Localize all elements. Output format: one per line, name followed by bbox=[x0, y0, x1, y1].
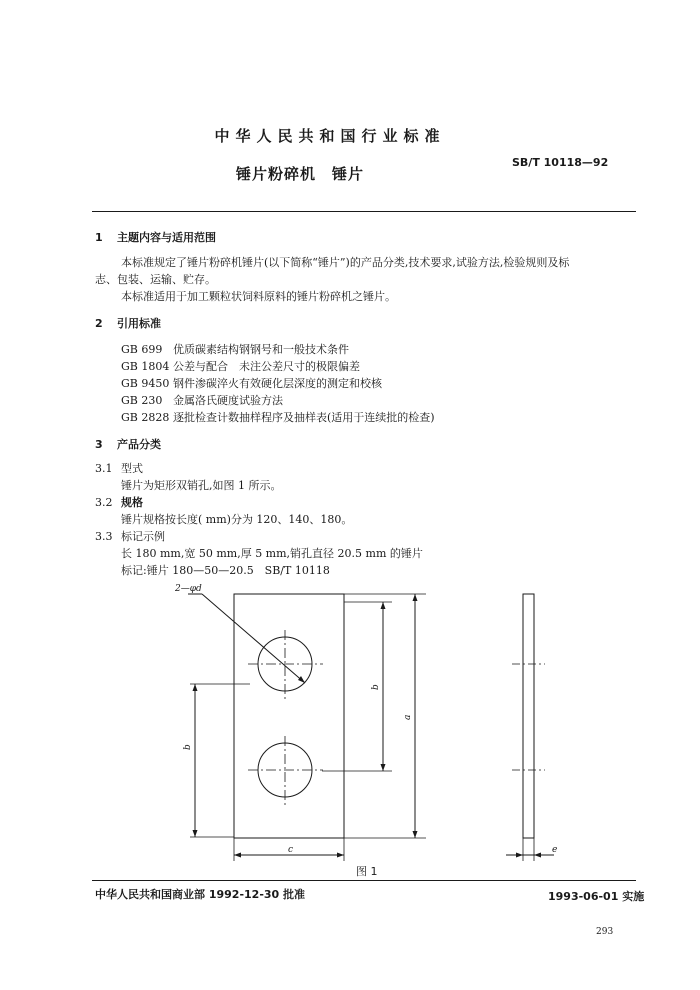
subsection-3-1-heading bbox=[95, 460, 143, 477]
section-number: 3 bbox=[95, 438, 103, 451]
reference-code: GB 699 bbox=[121, 343, 163, 356]
reference-title: 金属洛氏硬度试验方法 bbox=[173, 394, 283, 407]
section-number: 1 bbox=[95, 231, 103, 244]
subsection-number: 3.1 bbox=[95, 462, 113, 475]
reference-item bbox=[121, 392, 283, 408]
paragraph: 本标准规定了锤片粉碎机锤片(以下简称“锤片”)的产品分类,技术要求,试验方法,检验规则及标 bbox=[121, 256, 570, 269]
reference-title: 逐批检查计数抽样程序及抽样表(适用于连续批的检查) bbox=[173, 411, 435, 424]
section-3-heading bbox=[95, 436, 161, 452]
subsection-3-2-heading bbox=[95, 494, 143, 511]
leader-line bbox=[202, 594, 305, 683]
standard-code: SB/T 10118—92 bbox=[512, 156, 609, 169]
reference-title: 公差与配合 未注公差尺寸的极限偏差 bbox=[173, 360, 360, 373]
paragraph: 锤片规格按长度( mm)分为 120、140、180。 bbox=[121, 513, 353, 526]
label-hole-diameter: 2—φd bbox=[175, 584, 202, 594]
reference-code: GB 2828 bbox=[121, 411, 170, 424]
paragraph: 本标准适用于加工颗粒状饲料原料的锤片粉碎机之锤片。 bbox=[121, 290, 396, 303]
reference-item bbox=[121, 375, 382, 391]
subsection-number: 3.2 bbox=[95, 496, 113, 509]
paragraph: 志、包装、运输、贮存。 bbox=[95, 273, 216, 286]
document-title: 锤片粉碎机 锤片 bbox=[235, 165, 364, 183]
section-title: 主题内容与适用范围 bbox=[117, 231, 216, 244]
reference-item bbox=[121, 409, 435, 425]
reference-item bbox=[121, 358, 360, 374]
footer-rule bbox=[92, 880, 636, 881]
label-a: a bbox=[403, 714, 413, 720]
reference-code: GB 230 bbox=[121, 394, 163, 407]
reference-item bbox=[121, 341, 349, 357]
arrowheads bbox=[298, 676, 305, 683]
subsection-title: 型式 bbox=[121, 462, 143, 475]
plate-front-outline bbox=[234, 594, 344, 838]
section-title: 产品分类 bbox=[117, 438, 161, 451]
plate-side-outline bbox=[523, 594, 534, 838]
paragraph: 长 180 mm,宽 50 mm,厚 5 mm,销孔直径 20.5 mm 的锤片 bbox=[121, 547, 423, 560]
section-2-heading bbox=[95, 315, 161, 331]
paragraph: 锤片为矩形双销孔,如图 1 所示。 bbox=[121, 479, 282, 492]
subsection-number: 3.3 bbox=[95, 530, 113, 543]
subsection-title: 规格 bbox=[121, 496, 143, 509]
page-number: 293 bbox=[596, 927, 614, 937]
header-rule bbox=[92, 211, 636, 212]
label-b-left: b bbox=[183, 744, 193, 750]
paragraph: 标记:锤片 180—50—20.5 SB/T 10118 bbox=[121, 564, 330, 577]
reference-title: 优质碳素结构钢钢号和一般技术条件 bbox=[173, 343, 349, 356]
figure-caption: 图 1 bbox=[356, 865, 378, 878]
reference-code: GB 9450 bbox=[121, 377, 170, 390]
label-e: e bbox=[552, 845, 558, 855]
section-title: 引用标准 bbox=[117, 317, 161, 330]
effective-date: 1993-06-01 实施 bbox=[548, 890, 645, 903]
subsection-title: 标记示例 bbox=[121, 530, 165, 543]
hammer-drawing bbox=[150, 578, 580, 878]
approval-line: 中华人民共和国商业部 1992-12-30 批准 bbox=[95, 888, 306, 901]
reference-title: 钢件渗碳淬火有效硬化层深度的测定和校核 bbox=[173, 377, 382, 390]
reference-code: GB 1804 bbox=[121, 360, 170, 373]
standard-title: 中华人民共和国行业标准 bbox=[214, 127, 446, 145]
section-number: 2 bbox=[95, 317, 103, 330]
subsection-3-3-heading bbox=[95, 528, 165, 545]
label-b-right: b bbox=[371, 684, 381, 690]
section-1-heading bbox=[95, 229, 216, 245]
label-c: c bbox=[288, 845, 294, 855]
